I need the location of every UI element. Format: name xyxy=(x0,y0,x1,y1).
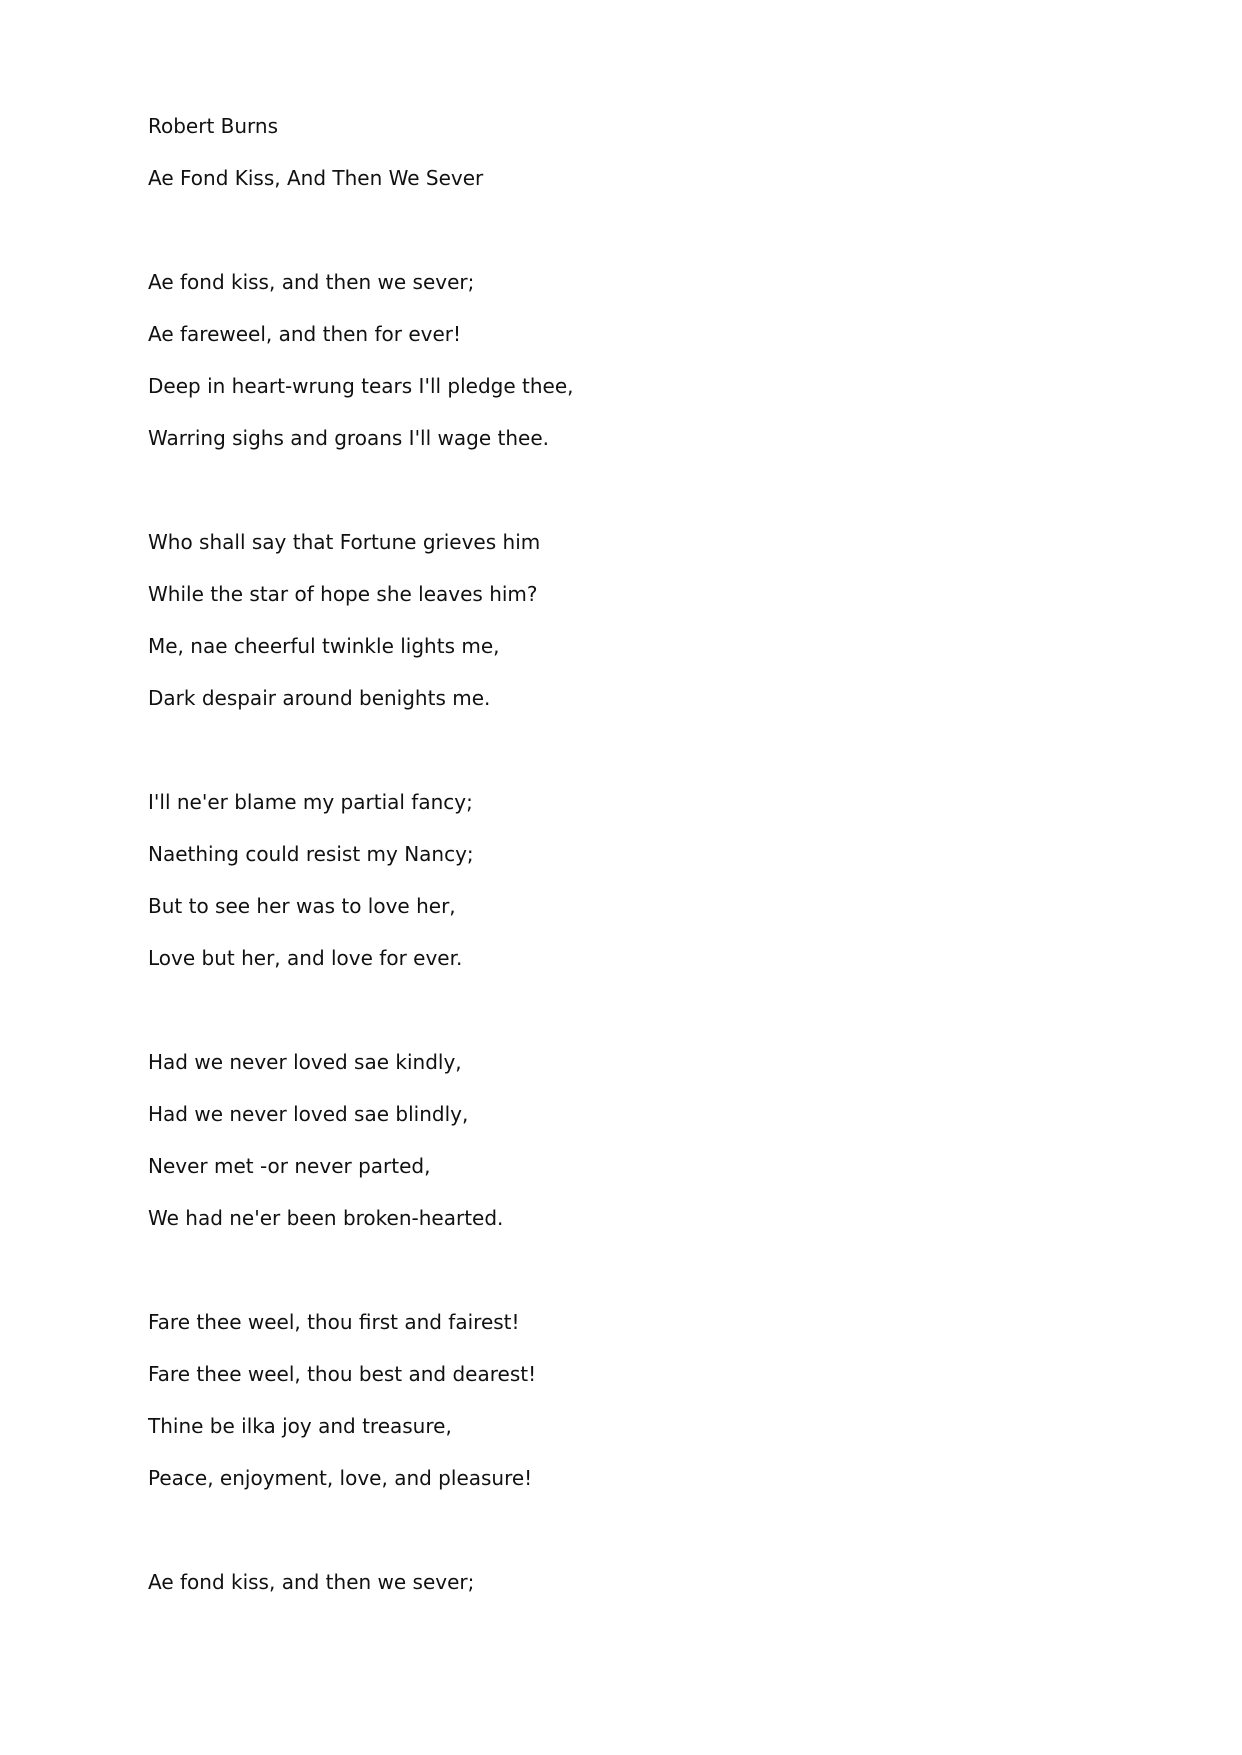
stanza-spacer xyxy=(148,736,1098,788)
poem-line: Ae fareweel, and then for ever! xyxy=(148,322,461,346)
poem-title: Ae Fond Kiss, And Then We Sever xyxy=(148,166,484,190)
poem-line: Fare thee weel, thou best and dearest! xyxy=(148,1362,537,1386)
poem-line: Love but her, and love for ever. xyxy=(148,946,463,970)
poem-line: We had ne'er been broken-hearted. xyxy=(148,1206,504,1230)
stanza-3 xyxy=(148,788,1098,996)
poem-line: Warring sighs and groans I'll wage thee. xyxy=(148,426,549,450)
poem-line: But to see her was to love her, xyxy=(148,894,456,918)
stanza-4 xyxy=(148,1048,1098,1256)
poem-line: Fare thee weel, thou first and fairest! xyxy=(148,1310,520,1334)
author-name: Robert Burns xyxy=(148,114,279,138)
stanza-1 xyxy=(148,268,1098,476)
poem-line: I'll ne'er blame my partial fancy; xyxy=(148,790,473,814)
stanza-spacer xyxy=(148,1516,1098,1568)
stanza-6 xyxy=(148,1568,1098,1620)
stanza-spacer xyxy=(148,476,1098,528)
poem-line: Ae fond kiss, and then we sever; xyxy=(148,270,475,294)
poem-body xyxy=(148,112,1098,1620)
poem-line: Thine be ilka joy and treasure, xyxy=(148,1414,452,1438)
poem-line: Peace, enjoyment, love, and pleasure! xyxy=(148,1466,533,1490)
stanza-spacer xyxy=(148,996,1098,1048)
stanza-spacer xyxy=(148,1256,1098,1308)
poem-line: Had we never loved sae blindly, xyxy=(148,1102,469,1126)
stanza-5 xyxy=(148,1308,1098,1516)
poem-line: Had we never loved sae kindly, xyxy=(148,1050,462,1074)
poem-line: Dark despair around benights me. xyxy=(148,686,491,710)
poem-line: Never met -or never parted, xyxy=(148,1154,431,1178)
poem-line: Me, nae cheerful twinkle lights me, xyxy=(148,634,500,658)
stanza-2 xyxy=(148,528,1098,736)
poem-line: Naething could resist my Nancy; xyxy=(148,842,474,866)
stanza-spacer xyxy=(148,216,1098,268)
poem-line: Deep in heart-wrung tears I'll pledge thee, xyxy=(148,374,574,398)
poem-line: Who shall say that Fortune grieves him xyxy=(148,530,541,554)
poem-line: Ae fond kiss, and then we sever; xyxy=(148,1570,475,1594)
poem-line: While the star of hope she leaves him? xyxy=(148,582,538,606)
